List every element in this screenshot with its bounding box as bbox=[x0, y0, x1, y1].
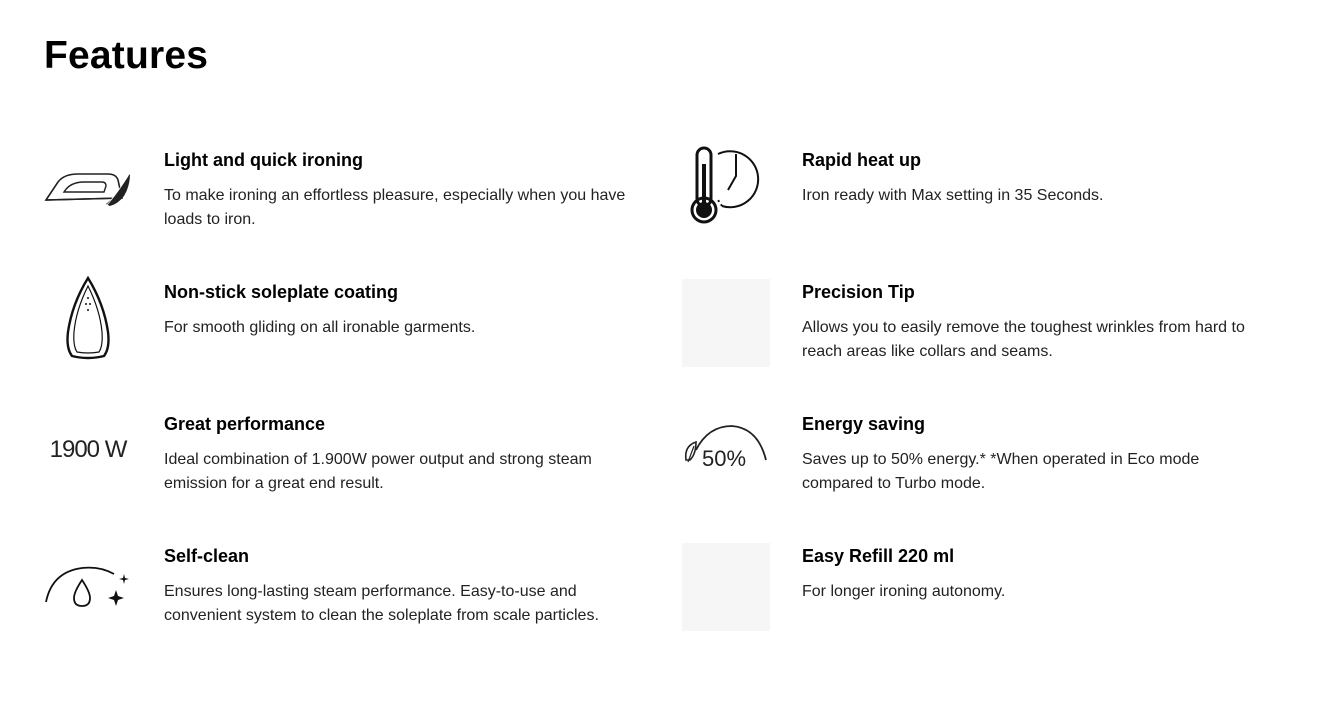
eco-gauge-percent: 50% bbox=[702, 446, 747, 471]
feature-title: Light and quick ironing bbox=[164, 150, 363, 170]
image-placeholder bbox=[682, 279, 770, 367]
wattage-icon bbox=[44, 406, 132, 494]
feature-precision-tip bbox=[682, 280, 1302, 390]
feature-description: To make ironing an effortless pleasure, especially when you have loads to iron. bbox=[164, 187, 626, 228]
feature-description: Iron ready with Max setting in 35 Seconds. bbox=[802, 187, 1104, 204]
feature-description: Allows you to easily remove the toughest wrinkles from hard to reach areas like collars and seams. bbox=[802, 319, 1245, 360]
feature-self-clean bbox=[44, 544, 664, 654]
self-clean-drop-icon bbox=[44, 538, 132, 626]
feature-rapid-heat-up bbox=[682, 148, 1302, 258]
wattage-icon-text: 1900 W bbox=[49, 436, 127, 463]
feature-title: Non-stick soleplate coating bbox=[164, 282, 399, 302]
feature-description: For smooth gliding on all ironable garments. bbox=[164, 319, 476, 336]
feature-title: Great performance bbox=[164, 414, 326, 434]
feature-description: Ideal combination of 1.900W power output and strong steam emission for a great end result. bbox=[164, 451, 592, 492]
feature-title: Precision Tip bbox=[802, 282, 915, 302]
soleplate-icon bbox=[44, 274, 132, 362]
feature-great-performance bbox=[44, 412, 664, 522]
feature-title: Energy saving bbox=[802, 414, 926, 434]
page-title: Features bbox=[44, 34, 209, 77]
eco-gauge-icon bbox=[682, 406, 770, 494]
feature-light-quick-ironing bbox=[44, 148, 664, 258]
feature-title: Self-clean bbox=[164, 546, 250, 566]
feature-title: Easy Refill 220 ml bbox=[802, 546, 955, 566]
feature-description: Saves up to 50% energy.* *When operated in Eco mode compared to Turbo mode. bbox=[802, 451, 1200, 492]
feature-description: For longer ironing autonomy. bbox=[802, 583, 1006, 600]
feature-easy-refill bbox=[682, 544, 1302, 654]
feature-non-stick-soleplate bbox=[44, 280, 664, 390]
image-placeholder bbox=[682, 543, 770, 631]
iron-feather-icon bbox=[44, 142, 132, 230]
feature-title: Rapid heat up bbox=[802, 150, 922, 170]
thermometer-clock-icon bbox=[682, 142, 770, 230]
feature-description: Ensures long-lasting steam performance. Easy-to-use and convenient system to clean the soleplate from scale particles. bbox=[164, 583, 599, 624]
feature-energy-saving bbox=[682, 412, 1302, 522]
